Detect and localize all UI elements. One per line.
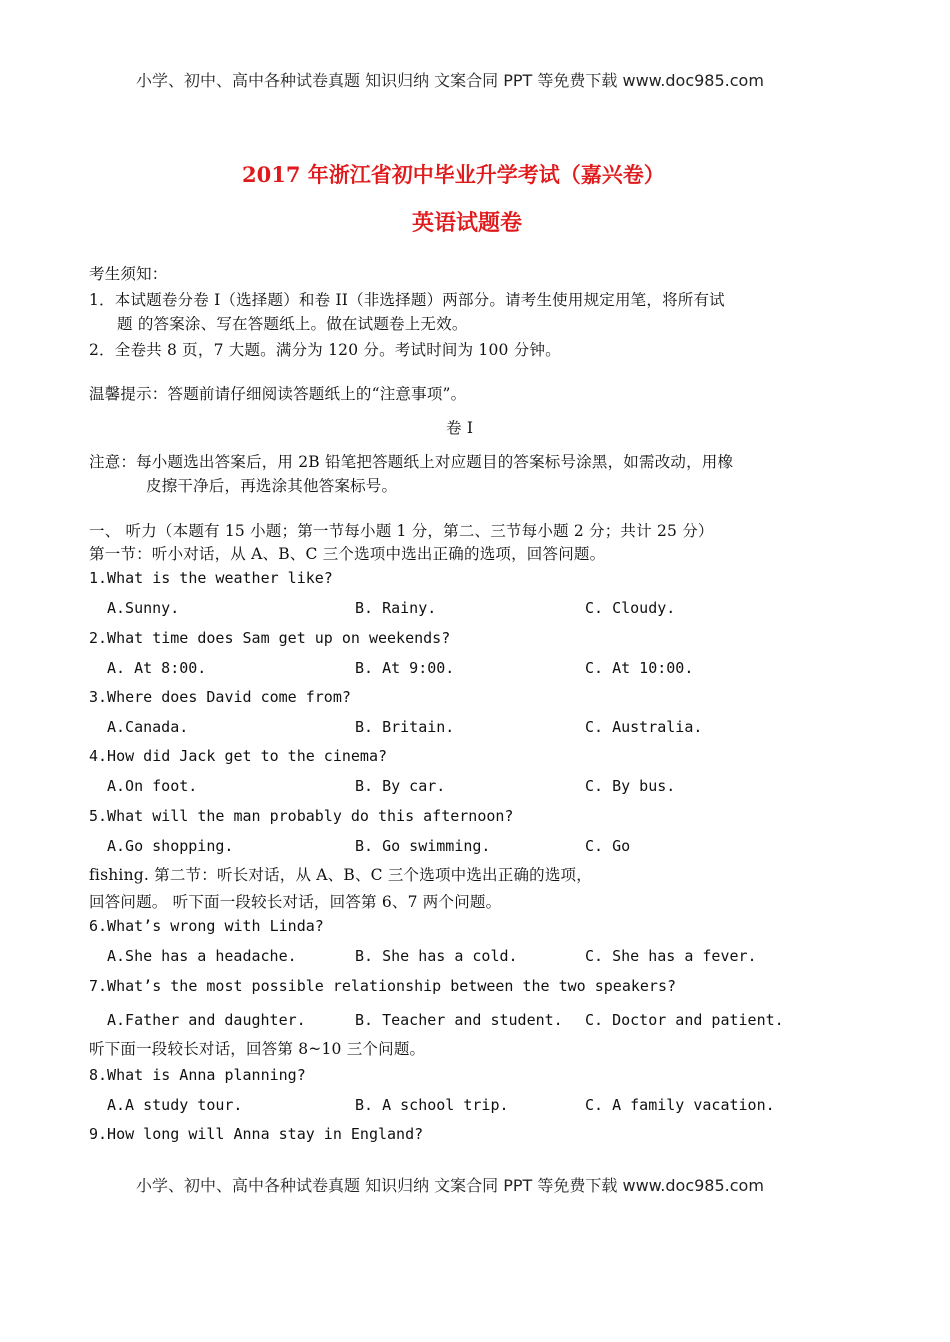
q1-option-c: C. Cloudy. bbox=[585, 599, 676, 617]
q2-option-a: A. At 8:00. bbox=[107, 659, 207, 677]
tip-text: 温馨提示：答题前请仔细阅读答题纸上的“注意事项”。 bbox=[89, 385, 467, 403]
question-2: 2.What time does Sam get up on weekends? bbox=[89, 629, 451, 647]
part2-intro-line-1: fishing. 第二节：听长对话，从 A、B、C 三个选项中选出正确的选项， bbox=[89, 866, 592, 884]
q8-option-a: A.A study tour. bbox=[107, 1096, 243, 1114]
q1-option-b: B. Rainy. bbox=[355, 599, 437, 617]
exam-title: 2017 年浙江省初中毕业升学考试（嘉兴卷） bbox=[242, 162, 665, 187]
question-1: 1.What is the weather like? bbox=[89, 569, 333, 587]
q3-option-a: A.Canada. bbox=[107, 718, 189, 736]
part1-intro: 第一节：听小对话，从 A、B、C 三个选项中选出正确的选项，回答问题。 bbox=[89, 545, 606, 563]
q6-option-b: B. She has a cold. bbox=[355, 947, 518, 965]
q5-option-b: B. Go swimming. bbox=[355, 837, 491, 855]
question-6: 6.What’s wrong with Linda? bbox=[89, 917, 324, 935]
question-7: 7.What’s the most possible relationship between the two speakers? bbox=[89, 977, 676, 995]
page-header: 小学、初中、高中各种试卷真题 知识归纳 文案合同 PPT 等免费下载 www.doc985.com bbox=[136, 71, 764, 90]
question-3: 3.Where does David come from? bbox=[89, 688, 351, 706]
q1-option-a: A.Sunny. bbox=[107, 599, 180, 617]
q4-option-c: C. By bus. bbox=[585, 777, 676, 795]
q5-option-c: C. Go bbox=[585, 837, 631, 855]
q4-option-a: A.On foot. bbox=[107, 777, 198, 795]
q7-option-b: B. Teacher and student. bbox=[355, 1011, 563, 1029]
notice-item-1: 1．本试题卷分卷 I（选择题）和卷 II（非选择题）两部分。请考生使用规定用笔，将所有试 bbox=[89, 291, 725, 309]
exam-subtitle: 英语试题卷 bbox=[412, 210, 523, 236]
notice-item-2: 2．全卷共 8 页，7 大题。满分为 120 分。考试时间为 100 分钟。 bbox=[89, 341, 561, 359]
q6-option-c: C. She has a fever. bbox=[585, 947, 757, 965]
attention-line-1: 注意：每小题选出答案后，用 2B 铅笔把答题纸上对应题目的答案标号涂黑，如需改动，用橡 bbox=[89, 453, 734, 471]
q2-option-b: B. At 9:00. bbox=[355, 659, 455, 677]
notice-item-1-cont: 题 的答案涂、写在答题纸上。做在试题卷上无效。 bbox=[117, 315, 468, 333]
question-4: 4.How did Jack get to the cinema? bbox=[89, 747, 388, 765]
part-mid-intro: 听下面一段较长对话，回答第 8~10 三个问题。 bbox=[89, 1040, 426, 1058]
question-8: 8.What is Anna planning? bbox=[89, 1066, 306, 1084]
section-title: 一、 听力（本题有 15 小题；第一节每小题 1 分，第二、三节每小题 2 分；共计 25 分） bbox=[89, 522, 714, 540]
q3-option-b: B. Britain. bbox=[355, 718, 455, 736]
q2-option-c: C. At 10:00. bbox=[585, 659, 694, 677]
question-5: 5.What will the man probably do this afternoon? bbox=[89, 807, 514, 825]
q3-option-c: C. Australia. bbox=[585, 718, 703, 736]
volume-label: 卷 I bbox=[446, 419, 474, 437]
notice-heading: 考生须知： bbox=[89, 265, 168, 283]
page-footer: 小学、初中、高中各种试卷真题 知识归纳 文案合同 PPT 等免费下载 www.doc985.com bbox=[136, 1176, 764, 1195]
question-9: 9.How long will Anna stay in England? bbox=[89, 1125, 424, 1143]
part2-intro-line-2: 回答问题。 听下面一段较长对话，回答第 6、7 两个问题。 bbox=[89, 893, 502, 911]
q5-option-a: A.Go shopping. bbox=[107, 837, 234, 855]
q7-option-c: C. Doctor and patient. bbox=[585, 1011, 784, 1029]
q8-option-b: B. A school trip. bbox=[355, 1096, 509, 1114]
q6-option-a: A.She has a headache. bbox=[107, 947, 297, 965]
attention-line-2: 皮擦干净后，再选涂其他答案标号。 bbox=[146, 477, 398, 495]
q4-option-b: B. By car. bbox=[355, 777, 446, 795]
q8-option-c: C. A family vacation. bbox=[585, 1096, 775, 1114]
q7-option-a: A.Father and daughter. bbox=[107, 1011, 306, 1029]
